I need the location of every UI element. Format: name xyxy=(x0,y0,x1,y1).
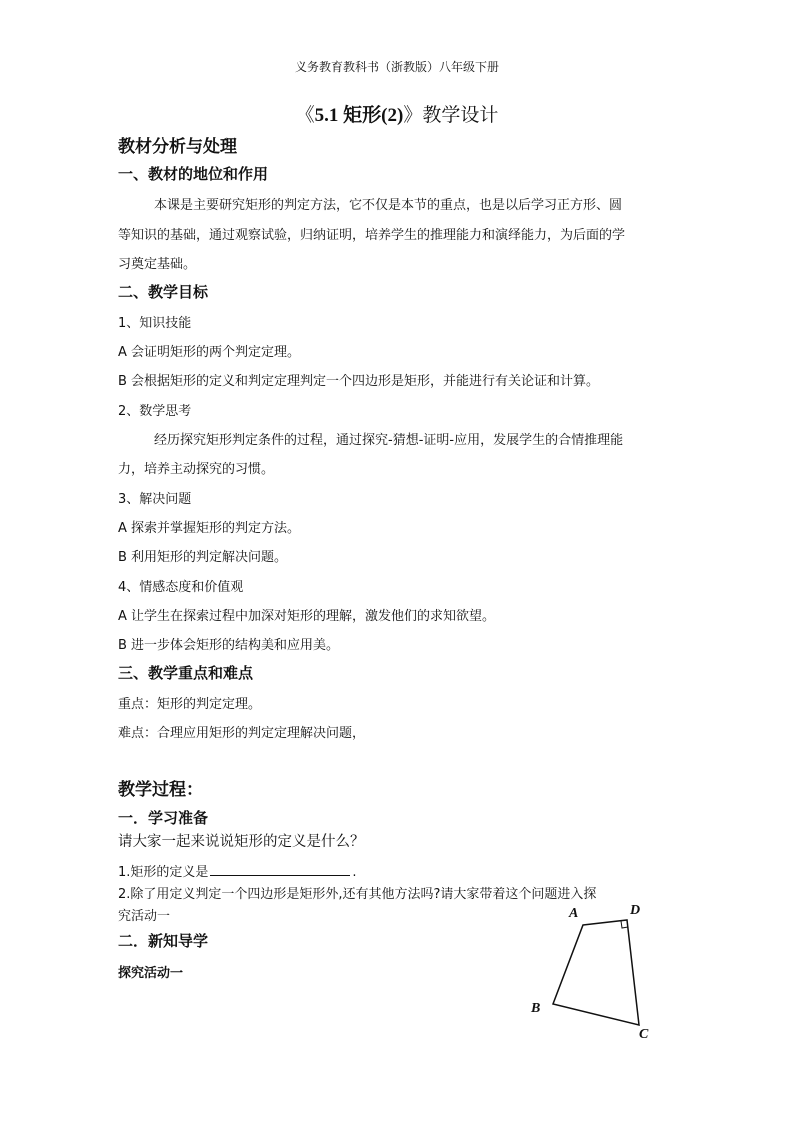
math-thinking-line: 力，培养主动探究的习惯。 xyxy=(118,462,275,477)
key-point: 重点：矩形的判定定理。 xyxy=(118,697,262,712)
definition-label: 1.矩形的定义是 xyxy=(118,865,209,880)
vertex-label-a: A xyxy=(569,906,579,921)
new-knowledge-heading: 二．新知导学 xyxy=(118,932,209,950)
section1-line: 本课是主要研究矩形的判定方法，它不仅是本节的重点，也是以后学习正方形、圆 xyxy=(154,198,623,213)
definition-blank xyxy=(210,863,350,876)
vertex-label-c: C xyxy=(639,1027,649,1042)
emotion-title: 4、情感态度和价值观 xyxy=(118,580,244,595)
emotion-a: A 让学生在探索过程中加深对矩形的理解，激发他们的求知欲望。 xyxy=(118,609,496,624)
analysis-heading: 教材分析与处理 xyxy=(118,137,237,157)
knowledge-a: A 会证明矩形的两个判定定理。 xyxy=(118,345,301,360)
knowledge-title: 1、知识技能 xyxy=(118,316,192,331)
section1-line: 等知识的基础，通过观察试验，归纳证明，培养学生的推理能力和演绎能力，为后面的学 xyxy=(118,228,626,243)
section1-line: 习奠定基础。 xyxy=(118,257,197,272)
section3-heading: 三、教学重点和难点 xyxy=(118,664,254,682)
method-question-line: 2.除了用定义判定一个四边形是矩形外,还有其他方法吗?请大家带着这个问题进入探 xyxy=(118,887,597,902)
section1-heading: 一、教材的地位和作用 xyxy=(118,165,269,183)
vertex-label-d: D xyxy=(630,903,641,918)
quadrilateral-abcd xyxy=(553,920,639,1025)
prep-question: 请大家一起来说说矩形的定义是什么？ xyxy=(118,834,365,850)
title-suffix: 》教学设计 xyxy=(403,104,499,126)
problem-b: B 利用矩形的判定解决问题。 xyxy=(118,550,288,565)
method-question-line: 究活动一 xyxy=(118,909,171,924)
process-heading: 教学过程： xyxy=(118,780,203,800)
prep-heading: 一．学习准备 xyxy=(118,809,209,827)
problem-title: 3、解决问题 xyxy=(118,492,192,507)
activity-title: 探究活动一 xyxy=(118,966,184,981)
difficult-point: 难点：合理应用矩形的判定定理解决问题， xyxy=(118,726,366,741)
knowledge-b: B 会根据矩形的定义和判定定理判定一个四边形是矩形，并能进行有关论证和计算。 xyxy=(118,374,600,389)
vertex-label-b: B xyxy=(531,1001,541,1016)
section2-heading: 二、教学目标 xyxy=(118,283,209,301)
problem-a: A 探索并掌握矩形的判定方法。 xyxy=(118,521,301,536)
math-thinking-title: 2、数学思考 xyxy=(118,404,192,419)
page-title xyxy=(0,100,794,127)
math-thinking-line: 经历探究矩形判定条件的过程，通过探究-猜想-证明-应用，发展学生的合情推理能 xyxy=(154,433,624,448)
definition-item xyxy=(118,861,357,880)
definition-end: . xyxy=(352,865,357,880)
emotion-b: B 进一步体会矩形的结构美和应用美。 xyxy=(118,638,340,653)
title-prefix: 《 xyxy=(295,104,315,126)
document-header: 义务教育教科书（浙教版）八年级下册 xyxy=(294,60,499,74)
title-bold: 5.1 矩形(2) xyxy=(314,105,404,126)
